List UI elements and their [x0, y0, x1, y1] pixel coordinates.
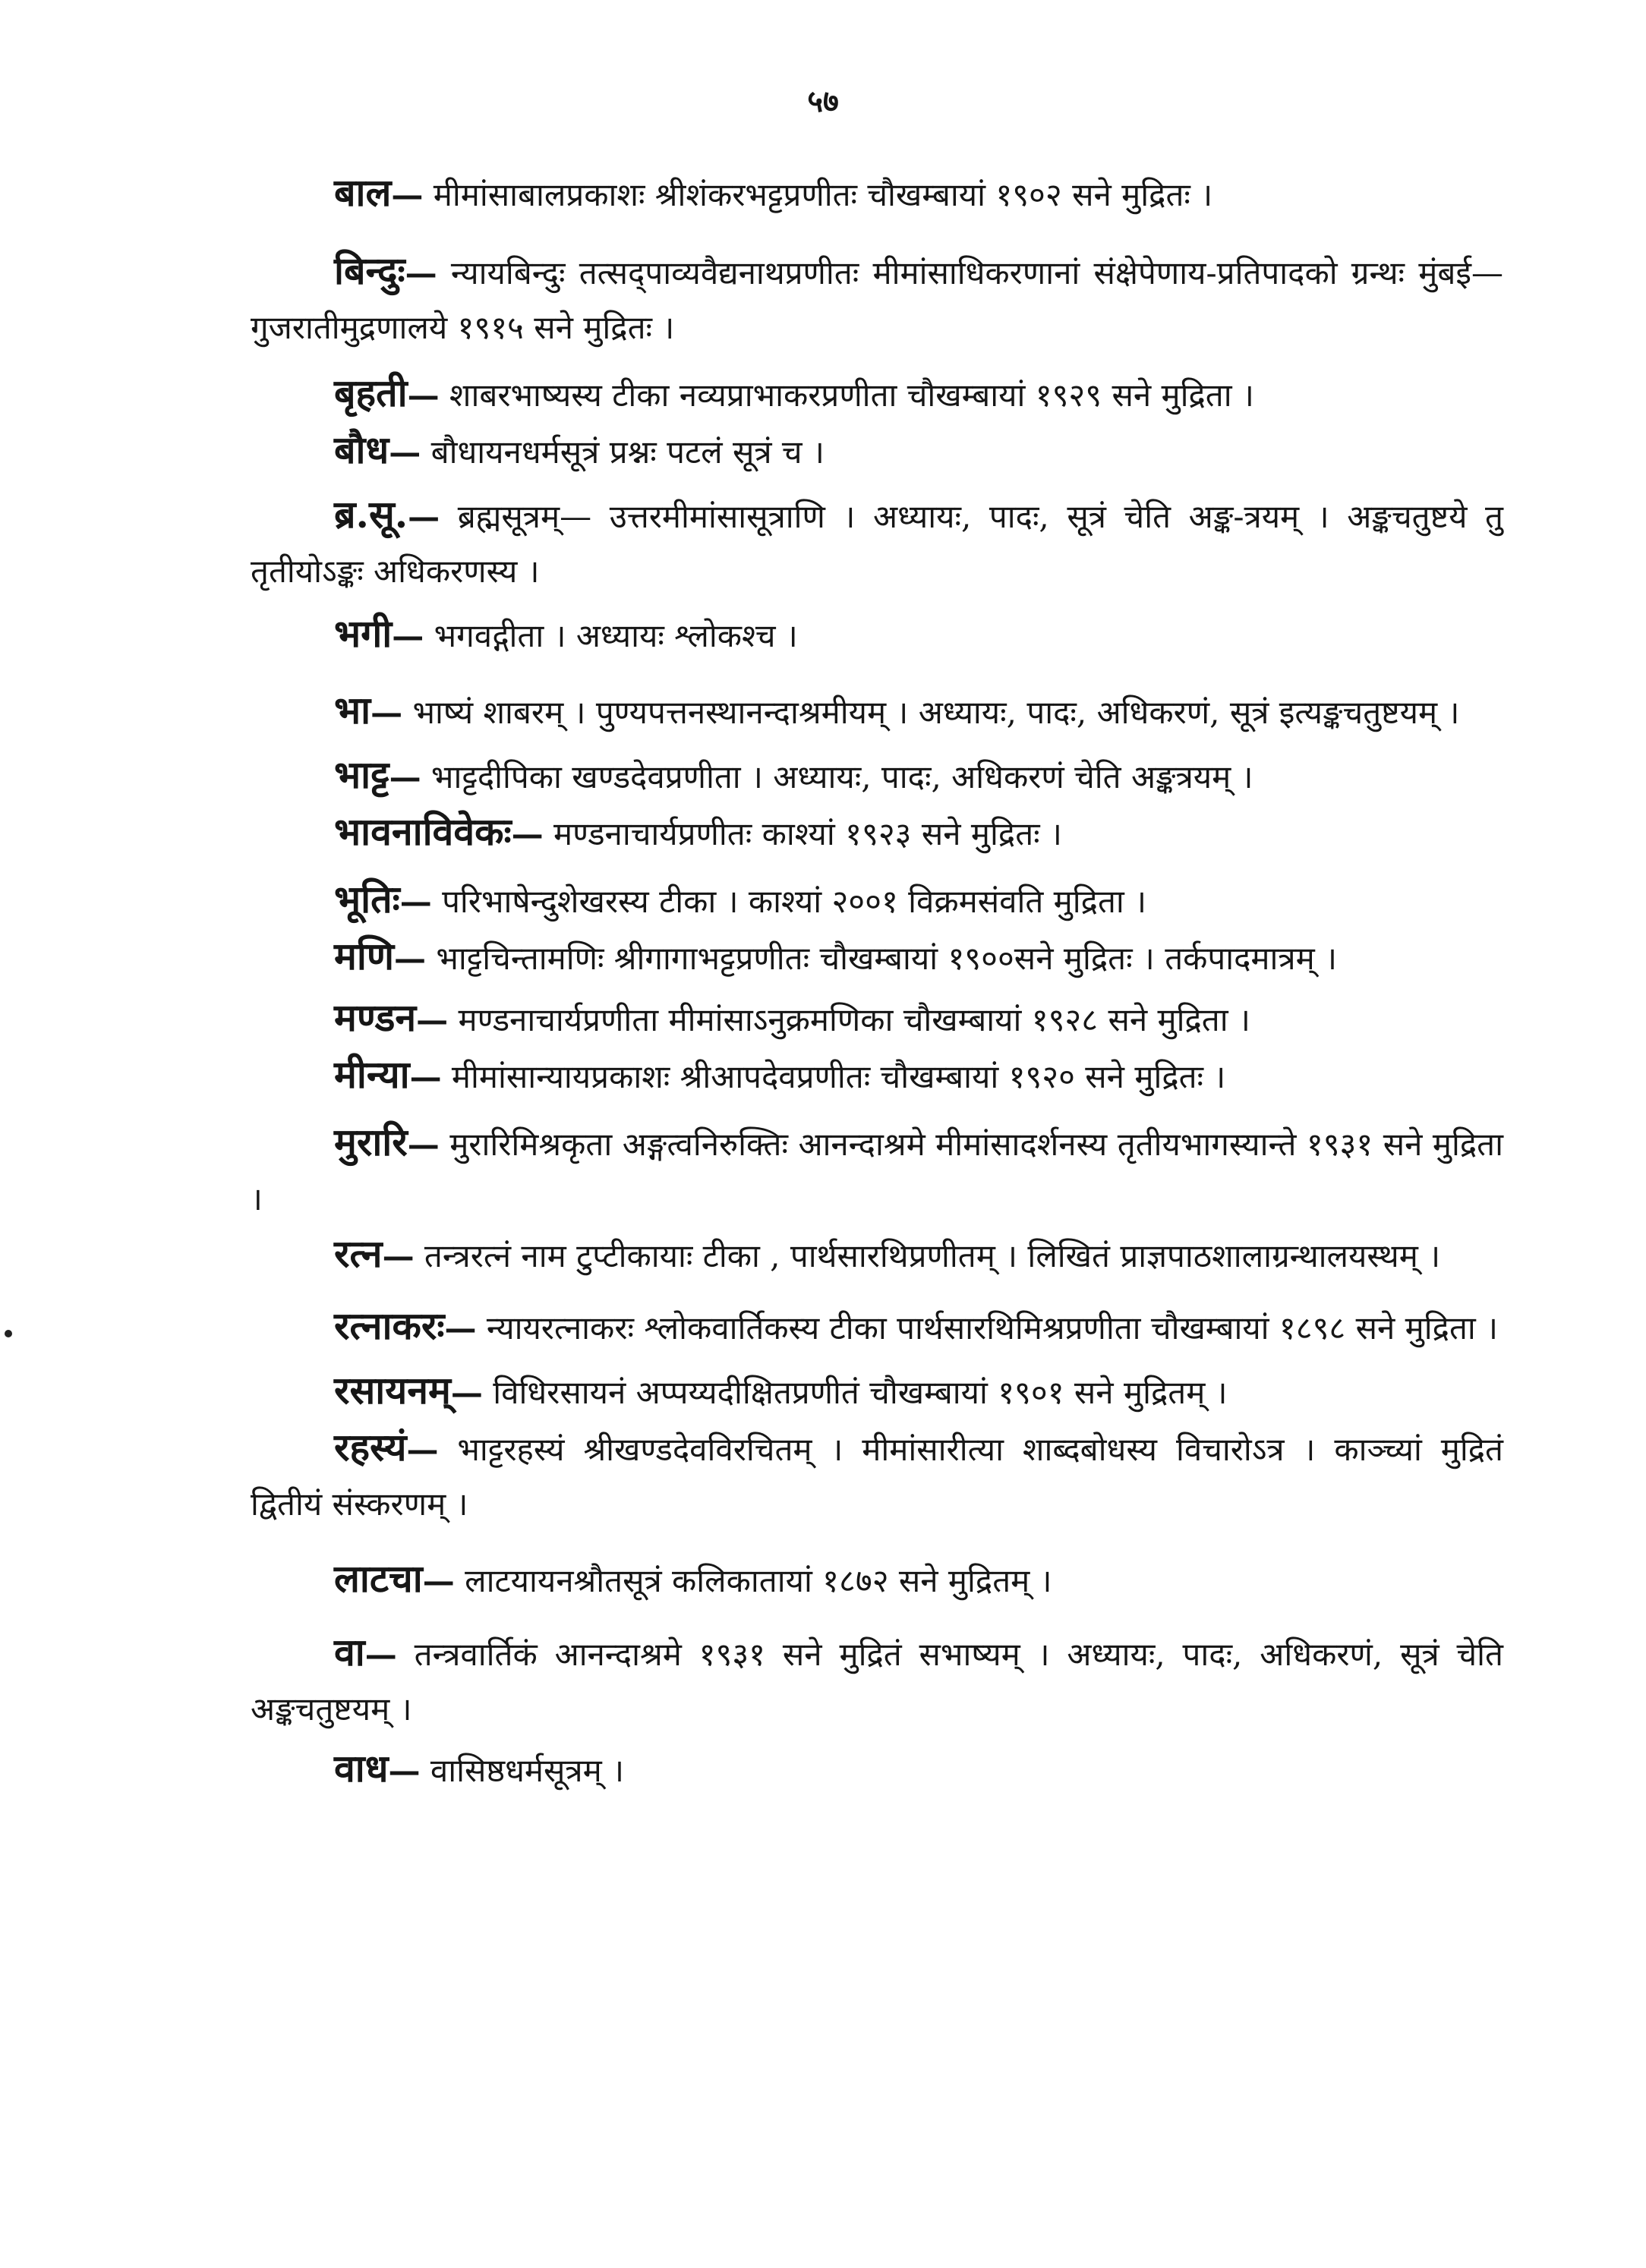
entry-ratnakara: रत्नाकरः— न्यायरत्नाकरः श्लोकवार्तिकस्य टीका पार्थसारथिमिश्रप्रणीता चौखम्बायां १८९८ सने मुद्रिता । [334, 1303, 1499, 1348]
entry-bhatta: भाट्ट— भाट्टदीपिका खण्डदेवप्रणीता । अध्यायः, पादः, अधिकरणं चेति अङ्कत्रयम् । [334, 752, 1253, 797]
entry-brihati: बृहती— शाबरभाष्यस्य टीका नव्यप्राभाकरप्रणीता चौखम्बायां १९२९ सने मुद्रिता । [334, 370, 1254, 415]
entry-latacha: लाटचा— लाटयायनश्रौतसूत्रं कलिकातायां १८७२ सने मुद्रितम् । [334, 1556, 1052, 1601]
entry-text: मण्डनाचार्यप्रणीता मीमांसाऽनुक्रमणिका चौखम्बायां १९२८ सने मुद्रिता । [458, 1001, 1250, 1038]
page-number: ५७ [807, 83, 839, 119]
entry-bala: बाल— मीमांसाबालप्रकाशः श्रीशंकरभट्टप्रणीतः चौखम्बायां १९०२ सने मुद्रितः । [334, 170, 1213, 215]
entry-rasayanam: रसायनम्— विधिरसायनं अप्पय्यदीक्षितप्रणीतं चौखम्बायां १९०१ सने मुद्रितम् । [334, 1368, 1228, 1413]
entry-text: भगवद्गीता । अध्यायः श्लोकश्च । [434, 617, 798, 654]
entry-abbr: मीन्या [334, 1052, 410, 1097]
entry-abbr: भाट्ट [334, 752, 389, 797]
entry-text: भाट्टदीपिका खण्डदेवप्रणीता । अध्यायः, पादः, अधिकरणं चेति अङ्कत्रयम् । [430, 758, 1253, 795]
entry-text: भाट्टरहस्यं श्रीखण्डदेवविरचितम् । मीमांसारीत्या शाब्दबोधस्य विचारोऽत्र । काञ्च्यां मुद्रितं द्वितीयं संस्करणम् । [251, 1431, 1503, 1523]
entry-minya: मीन्या— मीमांसान्यायप्रकाशः श्रीआपदेवप्रणीतः चौखम्बायां १९२० सने मुद्रितः । [334, 1052, 1226, 1097]
entry-abbr: लाटचा [334, 1556, 423, 1601]
entry-text: विधिरसायनं अप्पय्यदीक्षितप्रणीतं चौखम्बायां १९०१ सने मुद्रितम् । [493, 1374, 1228, 1411]
entry-text: वासिष्ठधर्मसूत्रम् । [430, 1752, 625, 1789]
entry-text: शाबरभाष्यस्य टीका नव्यप्राभाकरप्रणीता चौखम्बायां १९२९ सने मुद्रिता । [449, 376, 1254, 414]
entry-text: भाट्टचिन्तामणिः श्रीगागाभट्टप्रणीतः चौखम्बायां १९००सने मुद्रितः । तर्कपादमात्रम् । [436, 940, 1337, 977]
entry-text: परिभाषेन्दुशेखरस्य टीका । काश्यां २००१ विक्रमसंवति मुद्रिता । [442, 883, 1147, 920]
entry-brahmasutra: ब्र.सू.— ब्रह्मसूत्रम्— उत्तरमीमांसासूत्राणि । अध्यायः, पादः, सूत्रं चेति अङ्क-त्रयम् । अङ्कचतुष्टये तु तृतीयोऽङ्कः अधिकरणस्य । [251, 492, 1503, 590]
entry-abbr: भगी [334, 611, 393, 656]
entry-bhuti: भूतिः— परिभाषेन्दुशेखरस्य टीका । काश्यां २००१ विक्रमसंवति मुद्रिता । [334, 877, 1147, 921]
entry-text: मुरारिमिश्रकृता अङ्गत्वनिरुक्तिः आनन्दाश्रमे मीमांसादर्शनस्य तृतीयभागस्यान्ते १९३१ सने मुद्रिता । [251, 1126, 1503, 1217]
entry-bhagi: भगी— भगवद्गीता । अध्यायः श्लोकश्च । [334, 611, 798, 656]
entry-abbr: मुरारि [334, 1120, 408, 1164]
entry-text: मीमांसाबालप्रकाशः श्रीशंकरभट्टप्रणीतः चौखम्बायां १९०२ सने मुद्रितः । [433, 176, 1213, 213]
entry-murari: मुरारि— मुरारिमिश्रकृता अङ्गत्वनिरुक्तिः आनन्दाश्रमे मीमांसादर्शनस्य तृतीयभागस्यान्ते १९३१ सने मुद्रिता । [251, 1120, 1503, 1217]
entry-abbr: भा [334, 688, 371, 732]
entry-abbr: रहस्यं [334, 1425, 407, 1469]
entry-baudha: बौध— बौधायनधर्मसूत्रं प्रश्नः पटलं सूत्रं च । [334, 427, 825, 472]
entry-bindu: बिन्दुः— न्यायबिन्दुः तत्सद्‌पाव्यवैद्यनाथप्रणीतः मीमांसाधिकरणानां संक्षेपेणाय-प्रतिपादको ग्रन्थः मुंबई—गुजरातीमुद्रणालये १९१५ सने मुद्रितः । [251, 248, 1503, 346]
entry-text: तन्त्ररत्नं नाम टुप्टीकायाः टीका , पार्थसारथिप्रणीतम् । लिखितं प्राज्ञपाठशालाग्रन्थालयस्थम् । [424, 1237, 1441, 1274]
abbreviation-list [251, 165, 1503, 1798]
entry-abbr: मण्डन [334, 995, 417, 1040]
entry-vadha: वाध— वासिष्ठधर्मसूत्रम् । [334, 1746, 625, 1791]
entry-abbr: भावनाविवेकः [334, 809, 512, 854]
entry-abbr: मणि [334, 934, 394, 978]
stray-ink-mark [5, 1330, 12, 1337]
entry-mandana: मण्डन— मण्डनाचार्यप्रणीता मीमांसाऽनुक्रमणिका चौखम्बायां १९२८ सने मुद्रिता । [334, 995, 1250, 1040]
entry-text: तन्त्रवार्तिकं आनन्दाश्रमे १९३१ सने मुद्रितं सभाष्यम् । अध्यायः, पादः, अधिकरणं, सूत्रं चेति अङ्कचतुष्टयम् । [251, 1636, 1503, 1728]
entry-text: ब्रह्मसूत्रम्— उत्तरमीमांसासूत्राणि । अध्यायः, पादः, सूत्रं चेति अङ्क-त्रयम् । अङ्कचतुष्टये तु तृतीयोऽङ्कः अधिकरणस्य । [251, 498, 1503, 590]
entry-abbr: बृहती [334, 370, 408, 415]
entry-va: वा— तन्त्रवार्तिकं आनन्दाश्रमे १९३१ सने मुद्रितं सभाष्यम् । अध्यायः, पादः, अधिकरणं, सूत्रं चेति अङ्कचतुष्टयम् । [251, 1630, 1503, 1728]
entry-ratna: रत्न— तन्त्ररत्नं नाम टुप्टीकायाः टीका , पार्थसारथिप्रणीतम् । लिखितं प्राज्ञपाठशालाग्रन्थालयस्थम् । [334, 1231, 1441, 1276]
entry-abbr: भूतिः [334, 877, 400, 921]
entry-text: न्यायबिन्दुः तत्सद्‌पाव्यवैद्यनाथप्रणीतः मीमांसाधिकरणानां संक्षेपेणाय-प्रतिपादको ग्रन्थः मुंबई—गुजरातीमुद्रणालये १९१५ सने मुद्रितः । [251, 254, 1503, 346]
entry-abbr: रत्नाकरः [334, 1303, 445, 1348]
entry-abbr: रत्न [334, 1231, 383, 1276]
entry-bha: भा— भाष्यं शाबरम् । पुण्यपत्तनस्थानन्दाश्रमीयम् । अध्यायः, पादः, अधिकरणं, सूत्रं इत्यङ्कचतुष्टयम् । [334, 688, 1460, 732]
entry-text: बौधायनधर्मसूत्रं प्रश्नः पटलं सूत्रं च । [430, 433, 825, 471]
entry-abbr: बाल [334, 170, 392, 215]
entry-abbr: रसायनम् [334, 1368, 451, 1413]
entry-text: लाटयायनश्रौतसूत्रं कलिकातायां १८७२ सने मुद्रितम् । [465, 1562, 1052, 1599]
entry-abbr: वाध [334, 1746, 389, 1791]
entry-text: मीमांसान्यायप्रकाशः श्रीआपदेवप्रणीतः चौखम्बायां १९२० सने मुद्रितः । [451, 1058, 1226, 1095]
entry-rahasyam: रहस्यं— भाट्टरहस्यं श्रीखण्डदेवविरचितम् । मीमांसारीत्या शाब्दबोधस्य विचारोऽत्र । काञ्च्यां मुद्रितं द्वितीयं संस्करणम् । [251, 1425, 1503, 1523]
entry-abbr: बिन्दुः [334, 248, 405, 293]
entry-abbr: बौध [334, 427, 389, 472]
entry-text: न्यायरत्नाकरः श्लोकवार्तिकस्य टीका पार्थसारथिमिश्रप्रणीता चौखम्बायां १८९८ सने मुद्रिता । [486, 1309, 1499, 1347]
entry-bhavanaviveka: भावनाविवेकः— मण्डनाचार्यप्रणीतः काश्यां १९२३ सने मुद्रितः । [334, 809, 1062, 854]
entry-text: भाष्यं शाबरम् । पुण्यपत्तनस्थानन्दाश्रमीयम् । अध्यायः, पादः, अधिकरणं, सूत्रं इत्यङ्कचतुष्टयम् । [412, 694, 1460, 731]
entry-text: मण्डनाचार्यप्रणीतः काश्यां १९२३ सने मुद्रितः । [553, 815, 1062, 852]
entry-abbr: वा [334, 1630, 365, 1674]
entry-abbr: ब्र.सू. [334, 492, 408, 537]
entry-mani: मणि— भाट्टचिन्तामणिः श्रीगागाभट्टप्रणीतः चौखम्बायां १९००सने मुद्रितः । तर्कपादमात्रम् । [334, 934, 1337, 978]
